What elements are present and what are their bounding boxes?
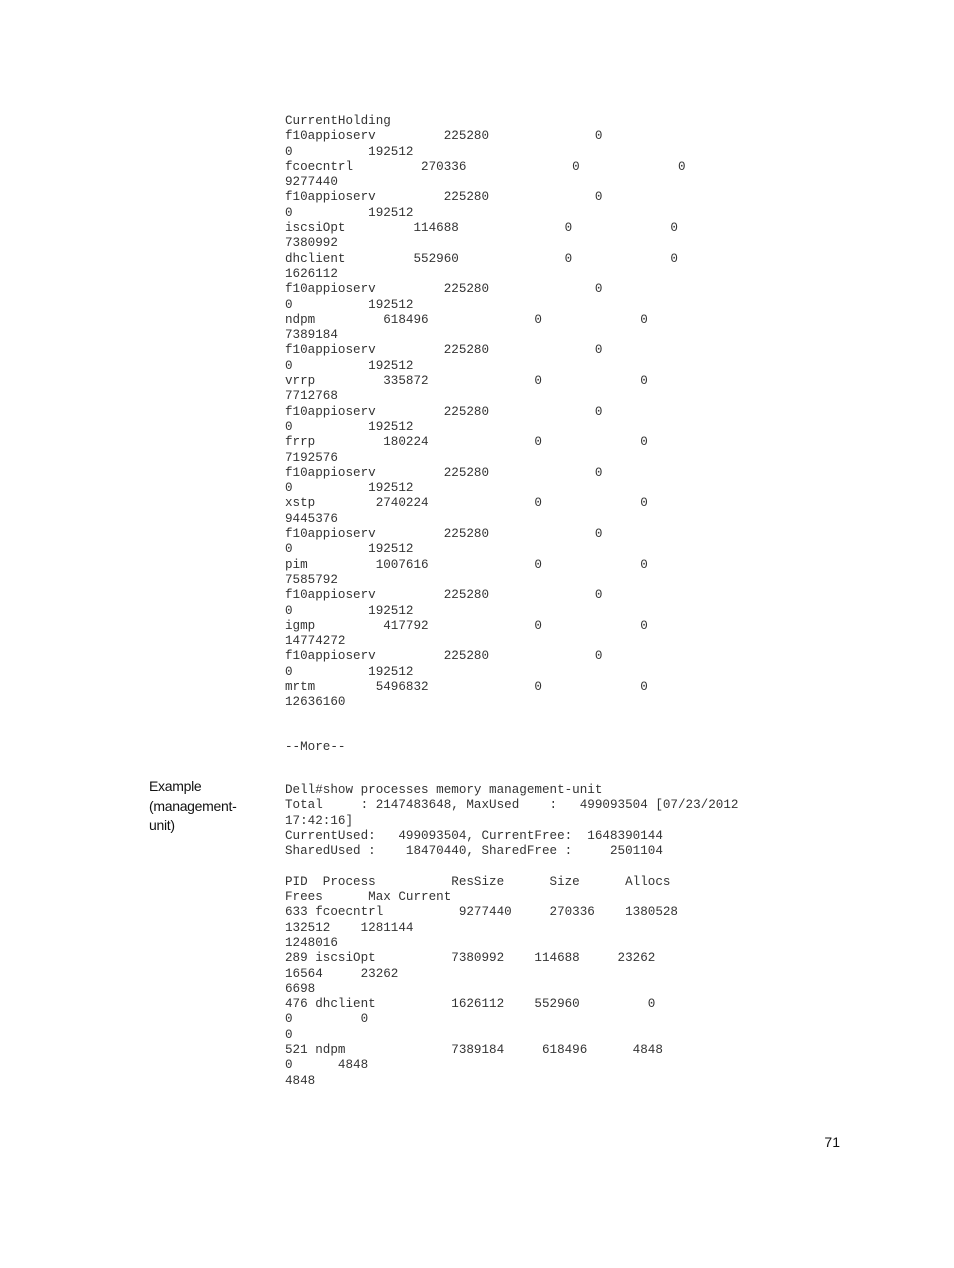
code-line: 289 iscsiOpt 7380992 114688 23262 [285, 951, 656, 966]
code-line: 4848 [285, 1073, 316, 1088]
code-line: CurrentUsed: 499093504, CurrentFree: 1648390144 [285, 828, 663, 843]
code-line: PID Process ResSize Size Allocs [285, 874, 671, 889]
code-line: 132512 1281144 [285, 920, 414, 935]
code-line: 9277440 [285, 175, 338, 190]
code-line: 0 192512 [285, 358, 414, 373]
code-line: SharedUsed : 18470440, SharedFree : 2501104 [285, 844, 663, 859]
code-line: f10appioserv 225280 0 [285, 404, 603, 419]
code-line: 476 dhclient 1626112 552960 0 [285, 997, 656, 1012]
code-line: 0 [285, 1027, 293, 1042]
code-line: vrrp 335872 0 0 [285, 374, 648, 389]
code-line: igmp 417792 0 0 [285, 618, 648, 633]
code-line: f10appioserv 225280 0 [285, 527, 603, 542]
code-line: 0 192512 [285, 481, 414, 496]
code-line: 0 192512 [285, 542, 414, 557]
code-line: dhclient 552960 0 0 [285, 251, 678, 266]
code-line: Frees Max Current [285, 890, 452, 905]
code-line: 1248016 [285, 935, 338, 950]
code-line: ndpm 618496 0 0 [285, 312, 648, 327]
page-number: 71 [824, 1134, 840, 1150]
cli-output-management-unit-example [285, 783, 738, 1089]
code-line: 6698 [285, 981, 316, 996]
code-line: CurrentHolding [285, 114, 391, 128]
code-line: xstp 2740224 0 0 [285, 496, 648, 511]
code-line: 1626112 [285, 266, 338, 281]
example-label-line: unit) [149, 817, 175, 833]
code-line: f10appioserv 225280 0 [285, 129, 603, 144]
code-line: 0 4848 [285, 1058, 369, 1073]
code-line: f10appioserv 225280 0 [285, 343, 603, 358]
code-line: 521 ndpm 7389184 618496 4848 [285, 1043, 663, 1058]
code-line: 7712768 [285, 389, 338, 404]
code-line: 0 192512 [285, 419, 414, 434]
code-line: Total : 2147483648, MaxUsed : 499093504 [07/23/2012 [285, 798, 739, 813]
code-line: 0 0 [285, 1012, 369, 1027]
cli-output-process-list [285, 114, 686, 711]
code-line: 17:42:16] [285, 813, 354, 828]
code-line: 0 192512 [285, 144, 414, 159]
code-line: 9445376 [285, 511, 338, 526]
code-line: 16564 23262 [285, 966, 399, 981]
code-line: iscsiOpt 114688 0 0 [285, 221, 678, 236]
code-line: f10appioserv 225280 0 [285, 588, 603, 603]
code-line: 0 192512 [285, 205, 414, 220]
code-line: 12636160 [285, 695, 346, 710]
code-line: 633 fcoecntrl 9277440 270336 1380528 [285, 905, 678, 920]
code-line: pim 1007616 0 0 [285, 557, 648, 572]
code-line: f10appioserv 225280 0 [285, 190, 603, 205]
code-line: fcoecntrl 270336 0 0 [285, 159, 686, 174]
code-line: 7585792 [285, 572, 338, 587]
more-prompt: --More-- [285, 740, 346, 754]
code-line: mrtm 5496832 0 0 [285, 679, 648, 694]
code-line: f10appioserv 225280 0 [285, 465, 603, 480]
code-line: 7192576 [285, 450, 338, 465]
code-line: Dell#show processes memory management-unit [285, 783, 603, 797]
example-label-line: Example [149, 778, 202, 794]
code-line: frrp 180224 0 0 [285, 435, 648, 450]
code-line: 7389184 [285, 328, 338, 343]
code-line: f10appioserv 225280 0 [285, 649, 603, 664]
code-line: 14774272 [285, 634, 346, 649]
code-line: 0 192512 [285, 297, 414, 312]
code-line: 0 192512 [285, 603, 414, 618]
example-label [149, 777, 264, 836]
code-line: 7380992 [285, 236, 338, 251]
code-line: f10appioserv 225280 0 [285, 282, 603, 297]
example-label-line: (management- [149, 797, 237, 814]
code-line: 0 192512 [285, 664, 414, 679]
